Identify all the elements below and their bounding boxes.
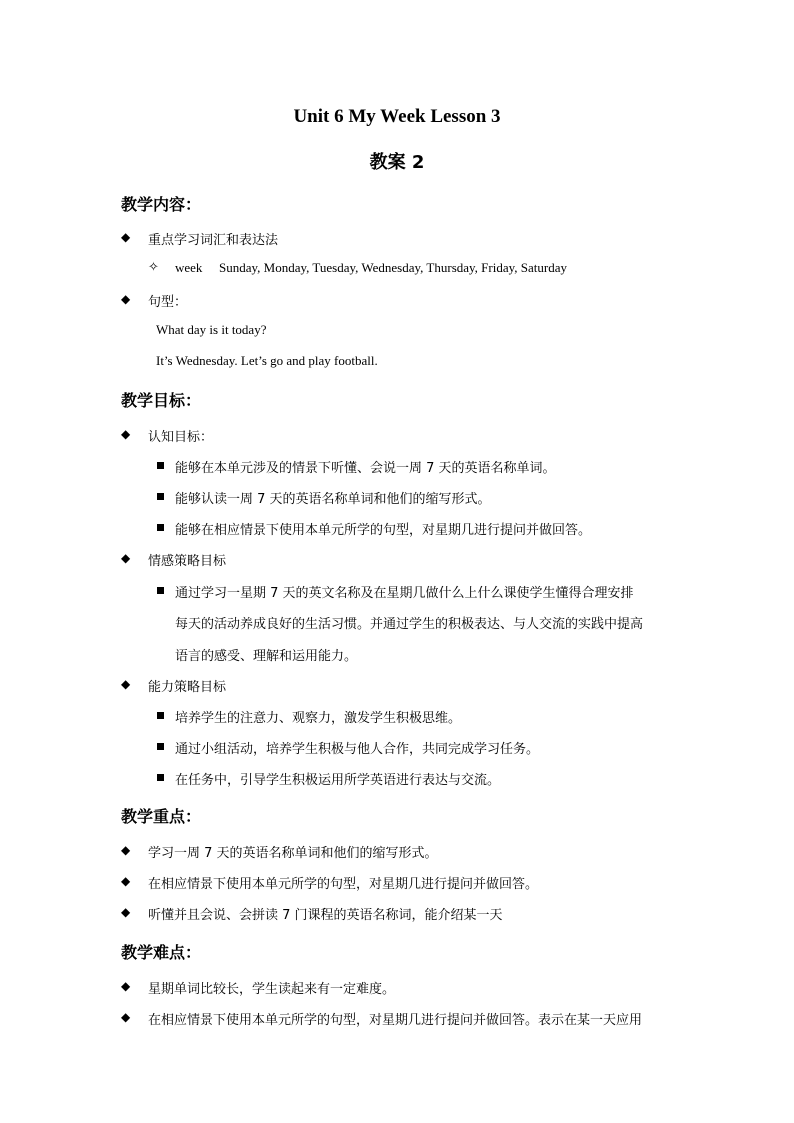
goal-emotional-1b: 每天的活动养成良好的生活习惯。并通过学生的积极表达、与人交流的实践中提高 (175, 617, 644, 632)
diamond-bullet-icon: ◆ (121, 979, 131, 993)
diamond-bullet-icon: ◆ (121, 1010, 131, 1024)
goal-ability-3: 在任务中，引导学生积极运用所学英语进行表达与交流。 (175, 773, 501, 788)
square-bullet-icon (157, 493, 164, 500)
goal-cognitive: 认知目标： (148, 430, 214, 445)
section-heading-difficulties: 教学难点： (121, 943, 202, 962)
key-point-1: 学习一周 7 天的英语名称单词和他们的缩写形式。 (148, 846, 438, 861)
section-heading-goals: 教学目标： (121, 391, 202, 410)
section-heading-key-points: 教学重点： (121, 807, 202, 826)
goal-ability-1: 培养学生的注意力、观察力，激发学生积极思维。 (175, 711, 462, 726)
content-item-vocab: 重点学习词汇和表达法 (148, 233, 279, 248)
square-bullet-icon (157, 524, 164, 531)
diamond-bullet-icon: ◆ (121, 843, 131, 857)
goal-cognitive-2: 能够认读一周 7 天的英语名称单词和他们的缩写形式。 (175, 492, 491, 507)
difficulty-1: 星期单词比较长，学生读起来有一定难度。 (148, 982, 396, 997)
diamond-bullet-icon: ◆ (121, 874, 131, 888)
document-subtitle: 教案 2 (369, 152, 425, 173)
goal-emotional: 情感策略目标 (148, 554, 227, 569)
goal-cognitive-3: 能够在相应情景下使用本单元所学的句型，对星期几进行提问并做回答。 (175, 523, 592, 538)
diamond-bullet-icon: ◆ (121, 551, 131, 565)
goal-ability-2: 通过小组活动，培养学生积极与他人合作，共同完成学习任务。 (175, 742, 540, 757)
diamond-bullet-icon: ◆ (121, 427, 131, 441)
square-bullet-icon (157, 743, 164, 750)
document-title: Unit 6 My Week Lesson 3 (293, 106, 501, 127)
difficulty-2: 在相应情景下使用本单元所学的句型，对星期几进行提问并做回答。表示在某一天应用 (148, 1013, 643, 1028)
diamond-bullet-icon: ◆ (121, 230, 131, 244)
square-bullet-icon (157, 774, 164, 781)
goal-cognitive-1: 能够在本单元涉及的情景下听懂、会说一周 7 天的英语名称单词。 (175, 461, 556, 476)
square-bullet-icon (157, 462, 164, 469)
vocab-word: week (175, 260, 203, 275)
key-point-2: 在相应情景下使用本单元所学的句型，对星期几进行提问并做回答。 (148, 877, 539, 892)
key-point-3: 听懂并且会说、会拼读 7 门课程的英语名称词，能介绍某一天 (148, 908, 503, 923)
sub-bullet-icon: ✧ (148, 260, 159, 275)
diamond-bullet-icon: ◆ (121, 292, 131, 306)
diamond-bullet-icon: ◆ (121, 905, 131, 919)
content-item-sentences: 句型： (148, 295, 188, 310)
square-bullet-icon (157, 712, 164, 719)
section-heading-content: 教学内容： (121, 195, 202, 214)
goal-emotional-1a: 通过学习一星期 7 天的英文名称及在星期几做什么上什么课使学生懂得合理安排 (175, 586, 634, 601)
goal-ability: 能力策略目标 (148, 680, 227, 695)
square-bullet-icon (157, 587, 164, 594)
diamond-bullet-icon: ◆ (121, 677, 131, 691)
sentence-answer: It’s Wednesday. Let’s go and play football. (156, 353, 378, 368)
goal-emotional-1c: 语言的感受、理解和运用能力。 (175, 649, 358, 664)
vocab-days: Sunday, Monday, Tuesday, Wednesday, Thursday, Friday, Saturday (219, 260, 567, 275)
sentence-question: What day is it today? (156, 322, 267, 337)
